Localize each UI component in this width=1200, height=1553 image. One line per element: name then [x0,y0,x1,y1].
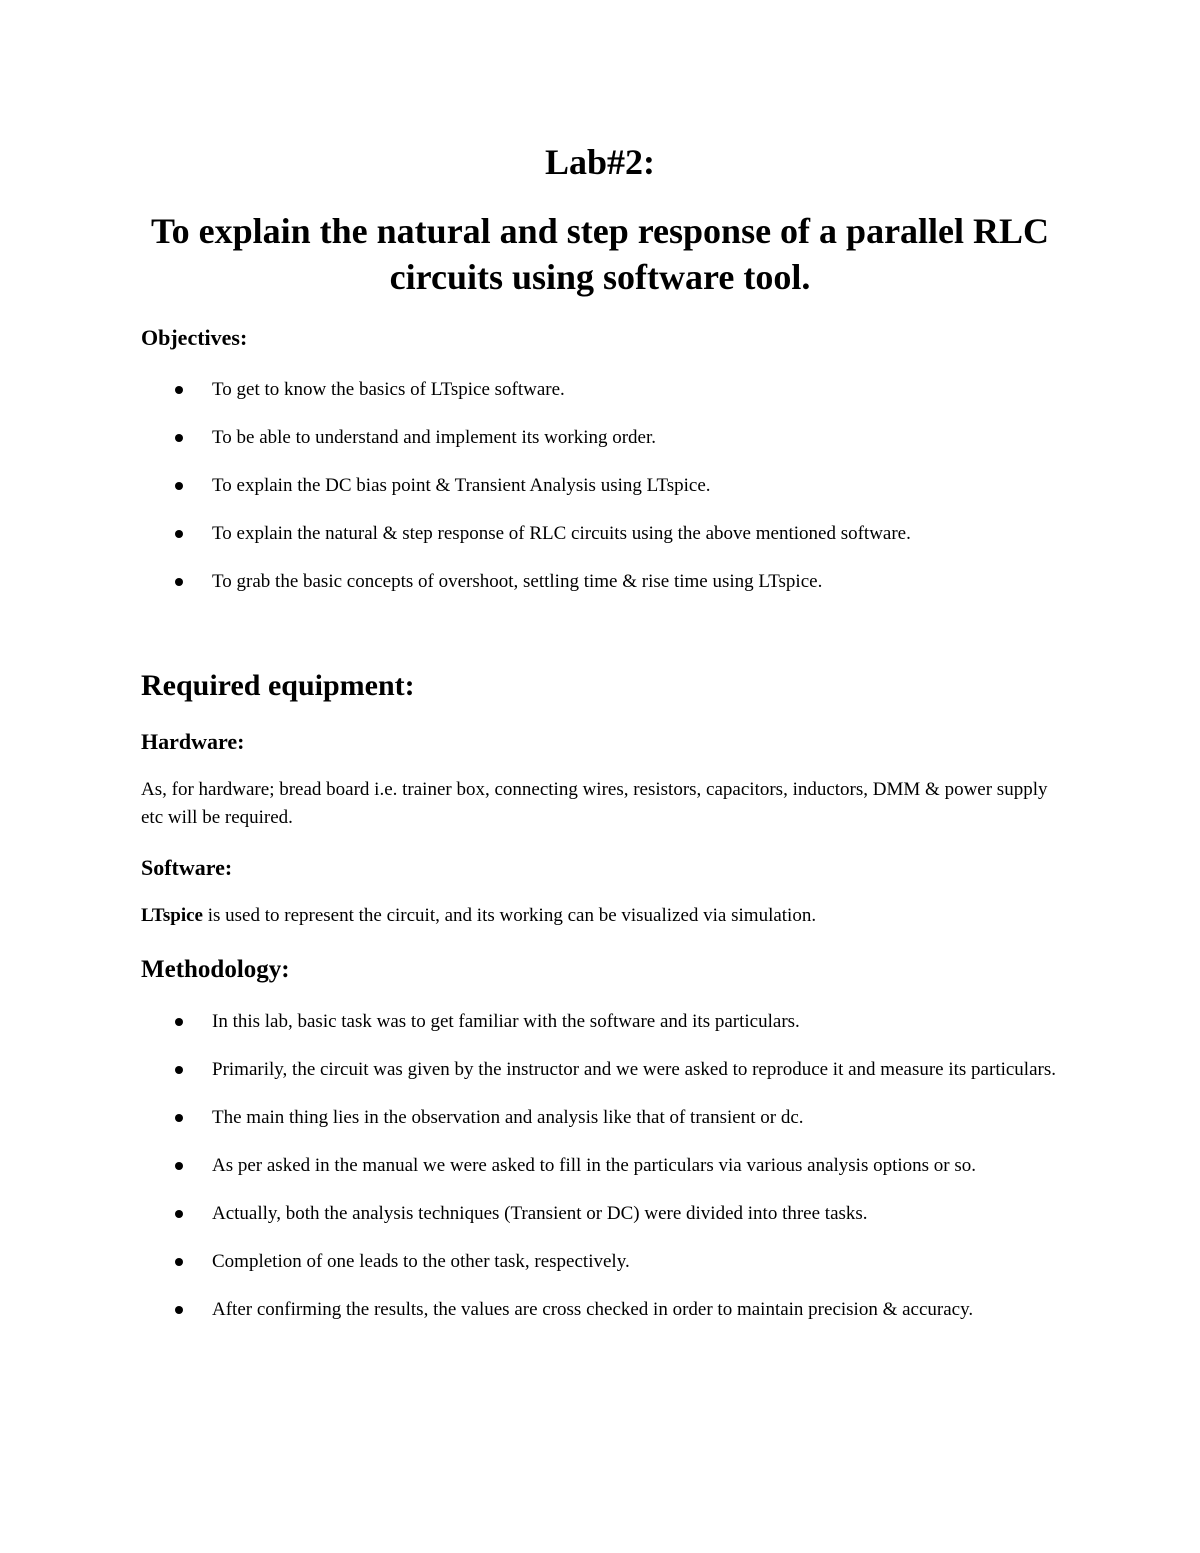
bullet-icon [175,1018,183,1026]
list-item [141,472,1061,500]
list-item [141,520,1061,548]
list-item [141,1008,1061,1036]
hardware-heading: Hardware: [141,729,245,754]
list-item-text: To explain the DC bias point & Transient Analysis using LTspice. [212,475,711,496]
software-paragraph [141,902,1061,930]
software-text: is used to represent the circuit, and its working can be visualized via simulation. [202,905,817,926]
list-item-text: Completion of one leads to the other task, respectively. [212,1251,630,1272]
bullet-icon [175,386,183,394]
list-item-text: In this lab, basic task was to get familiar with the software and its particulars. [212,1011,800,1032]
list-item-text: To get to know the basics of LTspice software. [212,379,565,400]
list-item-text: After confirming the results, the values are cross checked in order to maintain precision & accuracy. [212,1299,974,1320]
list-item [141,376,1061,404]
lab-subtitle: To explain the natural and step response of a parallel RLC circuits using software tool. [150,211,1050,297]
list-item [141,1296,1061,1324]
required-equipment-heading: Required equipment: [141,669,415,702]
bullet-icon [175,482,183,490]
bullet-icon [175,1066,183,1074]
list-item-text: As per asked in the manual we were asked to fill in the particulars via various analysis options or so. [212,1155,977,1176]
list-item [141,424,1061,452]
bullet-icon [175,1306,183,1314]
list-item-text: The main thing lies in the observation and analysis like that of transient or dc. [212,1107,804,1128]
hardware-paragraph: As, for hardware; bread board i.e. trainer box, connecting wires, resistors, capacitors, inductors, DMM & power supply etc will be required. [141,779,1048,828]
bullet-icon [175,578,183,586]
bullet-icon [175,1162,183,1170]
bullet-icon [175,1210,183,1218]
bullet-icon [175,1114,183,1122]
list-item [141,1200,1061,1228]
objectives-list [141,376,1061,616]
list-item-text: Actually, both the analysis techniques (Transient or DC) were divided into three tasks. [212,1203,868,1224]
list-item [141,1056,1061,1084]
list-item-text: To be able to understand and implement its working order. [212,427,657,448]
objectives-heading: Objectives: [141,325,248,350]
list-item-text: Primarily, the circuit was given by the instructor and we were asked to reproduce it and measure its particulars. [212,1059,1056,1080]
list-item [141,1104,1061,1132]
software-heading: Software: [141,855,233,880]
bullet-icon [175,1258,183,1266]
software-term: LTspice [141,905,203,926]
bullet-icon [175,530,183,538]
methodology-list [141,1008,1061,1344]
list-item-text: To grab the basic concepts of overshoot, settling time & rise time using LTspice. [212,571,823,592]
bullet-icon [175,434,183,442]
list-item [141,1152,1061,1180]
methodology-heading: Methodology: [141,956,290,983]
lab-title: Lab#2: [544,142,656,182]
list-item [141,568,1061,596]
list-item [141,1248,1061,1276]
list-item-text: To explain the natural & step response of RLC circuits using the above mentioned software. [212,523,911,544]
